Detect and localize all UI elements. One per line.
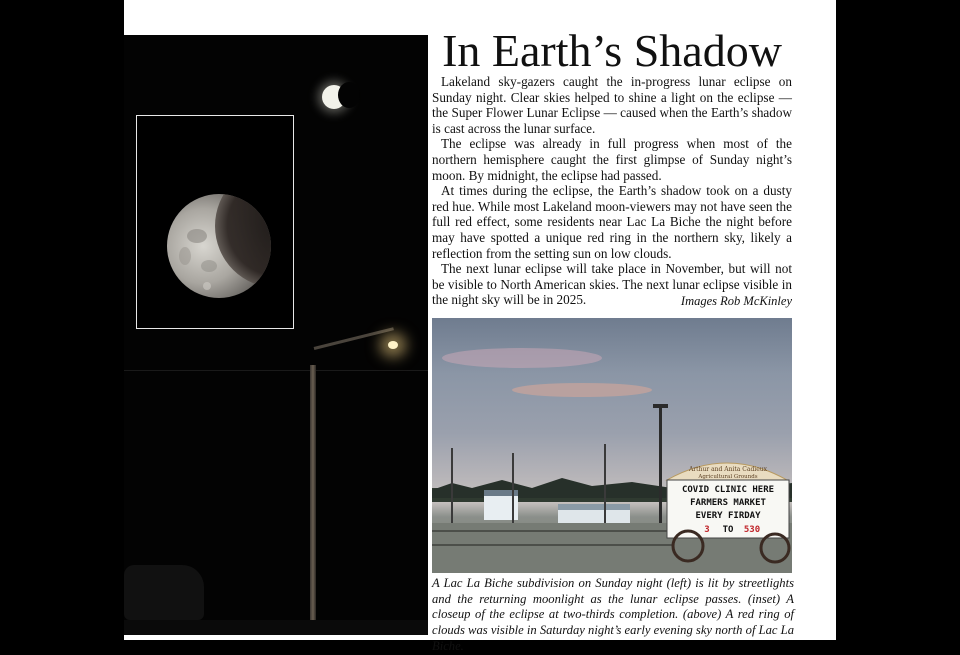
eclipse-closeup-graphic xyxy=(137,116,293,328)
streetlight-arm xyxy=(314,327,394,350)
parked-car xyxy=(124,565,204,620)
moon-shadow xyxy=(338,82,360,108)
article-paragraph: Lakeland sky-gazers caught the in-progress lunar eclipse on Sunday night. Clear skies helped to shine a light on the eclipse — the Super Flower Lunar Eclipse — caused when the Earth’s shadow is cast across the lunar surface. xyxy=(432,74,792,136)
sign-header-line1: Arthur and Anita Cadieux xyxy=(688,466,768,473)
red-cloud-ring xyxy=(512,383,652,397)
streetlight-pole xyxy=(310,365,316,620)
sign-line1: COVID CLINIC HERE xyxy=(681,485,775,495)
sign-time-end: 530 xyxy=(743,525,761,535)
photo-caption: A Lac La Biche subdivision on Sunday night (left) is lit by streetlights and the returning moonlight as the lunar eclipse passes. (inset) A closeup of the eclipse at two-thirds completion. (above) A red ring of clouds was visible in Saturday night’s early evening sky north of Lac La Biche. xyxy=(432,576,794,653)
sign-time-start: 3 xyxy=(704,525,710,535)
article-paragraph: The next lunar eclipse will take place in November, but will not be visible to North American skies. The next lunar eclipse visible in the night sky will be in 2025. xyxy=(432,261,792,308)
photo-credit: Images Rob McKinley xyxy=(680,294,792,308)
article-paragraph: At times during the eclipse, the Earth’s shadow took on a dusty red hue. While most Lakeland moon-viewers may not have seen the full red effect, some residents near Lac La Biche the night before may have spotted a unique red ring in the northern sky, likely a reflection from the setting sun on low clouds. xyxy=(432,183,792,261)
sign-time-to: TO xyxy=(722,525,734,535)
agricultural-grounds-photo xyxy=(432,318,792,573)
sign-line3: EVERY FIRDAY xyxy=(695,511,761,521)
article-body xyxy=(432,74,792,308)
ground xyxy=(124,620,428,635)
agricultural-grounds-scene xyxy=(432,318,792,573)
eclipse-closeup-inset xyxy=(136,115,294,329)
sign-line2: FARMERS MARKET xyxy=(690,498,766,508)
power-line xyxy=(124,370,428,371)
article-paragraph: The eclipse was already in full progress when most of the northern hemisphere caught the first glimpse of Sunday night’s moon. By midnight, the eclipse had passed. xyxy=(432,136,792,183)
headline: In Earth’s Shadow xyxy=(442,25,782,76)
sign-header-line2: Agricultural Grounds xyxy=(698,474,758,480)
streetlight-lamp xyxy=(388,341,398,349)
night-street-photo xyxy=(124,35,428,635)
